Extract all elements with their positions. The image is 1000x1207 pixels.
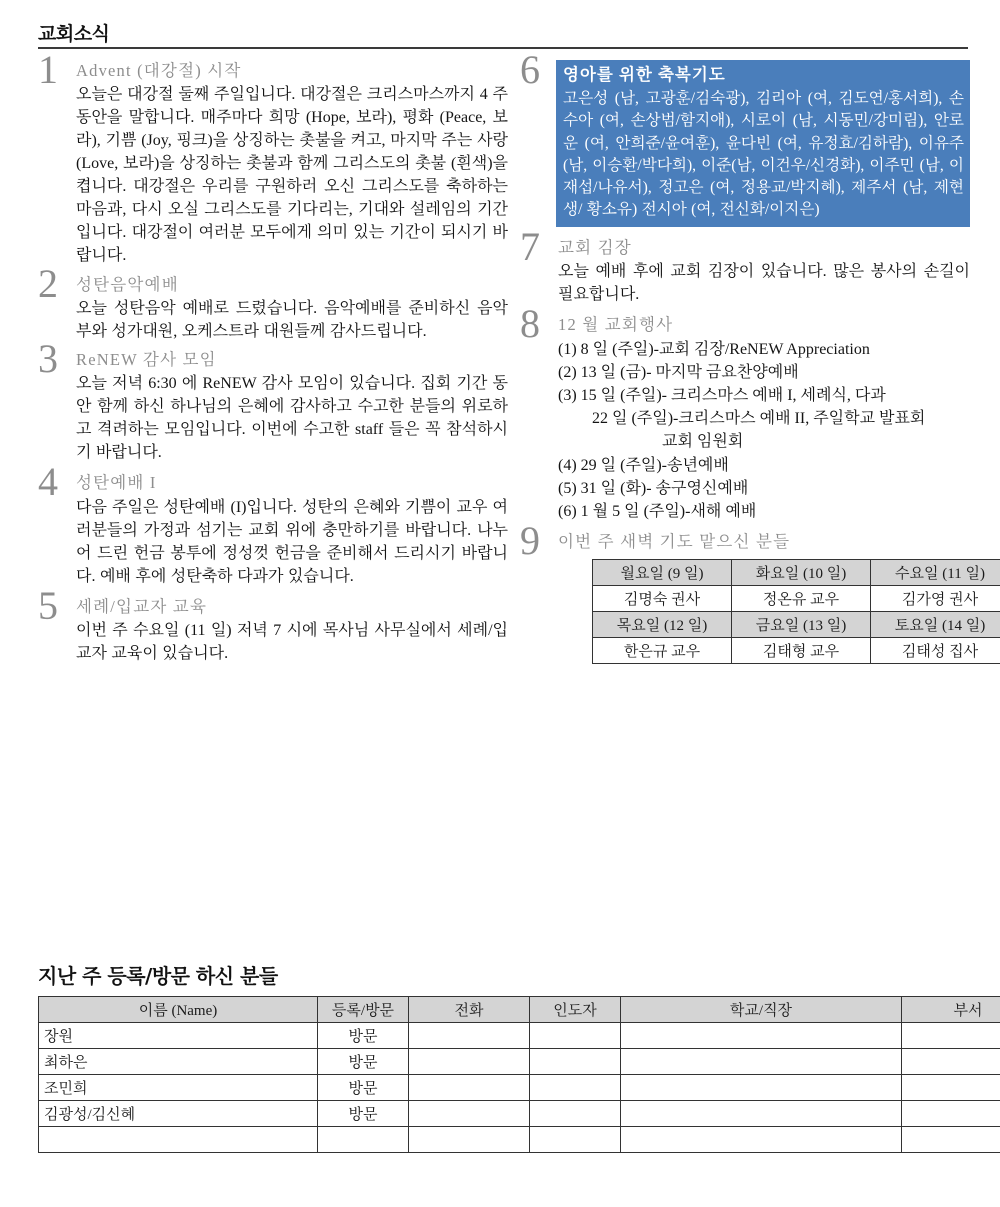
- prayer-day-header: 화요일 (10 일): [732, 560, 871, 586]
- item-title: 12 월 교회행사: [558, 315, 674, 335]
- item-number: 6: [520, 47, 540, 92]
- prayer-person-cell: 김가영 권사: [871, 586, 1000, 612]
- item-text: 고은성 (남, 고광훈/김숙광), 김리아 (여, 김도연/홍서희), 손수아 (여, 손상범/함지애), 시로이 (남, 시동민/강미림), 안로운 (여, 안희준/윤여훈), 윤다빈 (여, 유정효/김하람), 이유주 (남, 이승환/박다희), 이준(남, 이건우/신경화), 이주민 (남, 이재섭/나유서), 정고은 (여, 정용교/박지혜), 제주서 (남, 제현생/ 황소유) 전시아 (여, 전신화/이지은): [563, 90, 964, 218]
- december-event-line: 22 일 (주일)-크리스마스 예배 II, 주일학교 발표회: [592, 410, 926, 428]
- table-row: [593, 560, 1000, 586]
- visitor-school-cell: [621, 1127, 902, 1153]
- item-title: 이번 주 새벽 기도 맡으신 분들: [558, 532, 791, 552]
- december-event-line: (1) 8 일 (주일)-교회 김장/ReNEW Appreciation: [558, 340, 870, 358]
- baby-blessing-highlight-box: [556, 60, 970, 227]
- visitor-phone-cell: [409, 1127, 530, 1153]
- visitor-type-cell: 방문: [318, 1075, 409, 1101]
- december-event-line: (3) 15 일 (주일)- 크리스마스 예배 I, 세례식, 다과: [558, 387, 886, 405]
- visitor-dept-cell: [902, 1101, 1000, 1127]
- item-text: 오늘 저녁 6:30 에 ReNEW 감사 모임이 있습니다. 집회 기간 동안 함께 하신 하나님의 은혜에 감사하고 수고한 분들의 위로하고 격려하는 모임입니다. 이번에 수고한 staff 들은 꼭 참석하시기 바랍니다.: [76, 375, 508, 462]
- item-number: 9: [520, 518, 540, 564]
- prayer-person-cell: 정온유 교우: [732, 586, 871, 612]
- dawn-prayer-table: [592, 559, 1000, 664]
- announcement-item-8: [520, 301, 970, 523]
- visitor-name-cell: 최하은: [39, 1049, 318, 1075]
- december-event-line: (2) 13 일 (금)- 마지막 금요찬양예배: [558, 363, 799, 381]
- page-header: [38, 24, 968, 49]
- visitors-title: 지난 주 등록/방문 하신 분들: [38, 964, 278, 988]
- december-event-line: (5) 31 일 (화)- 송구영신예배: [558, 479, 749, 497]
- header-divider: [38, 47, 968, 49]
- visitor-dept-cell: [902, 1127, 1000, 1153]
- visitor-guide-cell: [530, 1023, 621, 1049]
- visitor-school-cell: [621, 1023, 902, 1049]
- visitors-column-header: 학교/직장: [621, 997, 902, 1023]
- prayer-day-header: 금요일 (13 일): [732, 612, 871, 638]
- item-title: 성탄예배 I: [76, 473, 157, 493]
- visitors-table: [38, 996, 1000, 1153]
- item-text: 오늘 성탄음악 예배로 드렸습니다. 음악예배를 준비하신 음악부와 성가대원, 오케스트라 대원들께 감사드립니다.: [76, 299, 508, 340]
- prayer-day-header: 수요일 (11 일): [871, 560, 1000, 586]
- announcement-item-1: [38, 47, 508, 268]
- prayer-day-header: 목요일 (12 일): [593, 612, 732, 638]
- prayer-day-header: 토요일 (14 일): [871, 612, 1000, 638]
- item-text: 오늘 예배 후에 교회 김장이 있습니다. 많은 봉사의 손길이 필요합니다.: [558, 263, 970, 304]
- item-text: 다음 주일은 성탄예배 (I)입니다. 성탄의 은혜와 기쁨이 교우 여러분들의 가정과 섬기는 교회 위에 충만하기를 바랍니다. 나누어 드린 헌금 봉투에 정성껏 헌금을 준비해서 드리시기 바랍니다. 예배 후에 성탄축하 다과가 있습니다.: [76, 498, 508, 585]
- visitors-column-header: 이름 (Name): [39, 997, 318, 1023]
- item-title: ReNEW 감사 모임: [76, 349, 217, 369]
- item-text: 이번 주 수요일 (11 일) 저녁 7 시에 목사님 사무실에서 세례/입교자 교육이 있습니다.: [76, 621, 508, 662]
- prayer-day-header: 월요일 (9 일): [593, 560, 732, 586]
- visitors-column-header: 등록/방문: [318, 997, 409, 1023]
- table-row: [593, 638, 1000, 664]
- visitor-name-cell: 조민희: [39, 1075, 318, 1101]
- visitor-name-cell: [39, 1127, 318, 1153]
- visitor-type-cell: 방문: [318, 1101, 409, 1127]
- prayer-person-cell: 김태성 집사: [871, 638, 1000, 664]
- left-column: [38, 47, 508, 668]
- visitors-column-header: 전화: [409, 997, 530, 1023]
- visitor-phone-cell: [409, 1101, 530, 1127]
- announcement-item-5: [38, 582, 508, 665]
- announcement-item-3: [38, 335, 508, 464]
- dawn-prayer-table-wrap: [592, 559, 986, 664]
- table-row: [39, 1101, 1000, 1127]
- item-title: 성탄음악예배: [76, 274, 179, 294]
- announcement-item-6: [520, 47, 970, 227]
- visitor-guide-cell: [530, 1075, 621, 1101]
- table-row: [39, 1127, 1000, 1153]
- december-events-list: [558, 338, 970, 524]
- item-number: 2: [38, 260, 58, 306]
- visitor-name-cell: 장원: [39, 1023, 318, 1049]
- visitors-column-header: 부서: [902, 997, 1000, 1023]
- table-row: [39, 1023, 1000, 1049]
- announcement-item-2: [38, 260, 508, 343]
- visitor-dept-cell: [902, 1075, 1000, 1101]
- visitor-type-cell: [318, 1127, 409, 1153]
- visitor-dept-cell: [902, 1023, 1000, 1049]
- item-number: 4: [38, 459, 58, 505]
- right-column: [520, 47, 986, 667]
- item-number: 5: [38, 582, 58, 628]
- item-title: Advent (대강절) 시작: [76, 61, 242, 80]
- item-title: 영아를 위한 축복기도: [563, 65, 726, 84]
- visitor-guide-cell: [530, 1101, 621, 1127]
- december-event-line: 교회 임원회: [662, 433, 744, 451]
- prayer-person-cell: 한은규 교우: [593, 638, 732, 664]
- item-number: 8: [520, 301, 540, 347]
- page-title: 교회소식: [38, 23, 110, 45]
- visitor-phone-cell: [409, 1023, 530, 1049]
- prayer-person-cell: 김태형 교우: [732, 638, 871, 664]
- visitor-type-cell: 방문: [318, 1023, 409, 1049]
- visitor-phone-cell: [409, 1049, 530, 1075]
- visitor-guide-cell: [530, 1127, 621, 1153]
- table-row: [39, 1049, 1000, 1075]
- visitor-school-cell: [621, 1101, 902, 1127]
- table-row: [593, 612, 1000, 638]
- item-number: 7: [520, 224, 540, 270]
- table-header-row: [39, 997, 1000, 1023]
- visitor-type-cell: 방문: [318, 1049, 409, 1075]
- item-title: 교회 김장: [558, 238, 632, 258]
- item-number: 3: [38, 335, 58, 381]
- visitors-column-header: 인도자: [530, 997, 621, 1023]
- announcement-item-9: [520, 518, 986, 664]
- visitor-name-cell: 김광성/김신혜: [39, 1101, 318, 1127]
- visitor-school-cell: [621, 1075, 902, 1101]
- visitors-section: [38, 960, 983, 1153]
- item-title: 세례/입교자 교육: [76, 596, 208, 616]
- announcement-item-7: [520, 224, 970, 306]
- visitor-dept-cell: [902, 1049, 1000, 1075]
- december-event-line: (6) 1 월 5 일 (주일)-새해 예배: [558, 503, 757, 521]
- visitor-school-cell: [621, 1049, 902, 1075]
- visitor-phone-cell: [409, 1075, 530, 1101]
- visitor-guide-cell: [530, 1049, 621, 1075]
- december-event-line: (4) 29 일 (주일)-송년예배: [558, 456, 729, 474]
- table-row: [593, 586, 1000, 612]
- announcement-item-4: [38, 459, 508, 587]
- item-text: 오늘은 대강절 둘째 주일입니다. 대강절은 크리스마스까지 4 주동안을 말합니다. 매주마다 희망 (Hope, 보라), 평화 (Peace, 보라), 기쁨 (Joy, 핑크)을 상징하는 촛불을 켜고, 마지막 주는 사랑 (Love, 보라)을 상징하는 촛불과 함께 그리스도의 촛불 (흰색)을 켭니다. 대강절은 우리를 구원하러 오신 그리스도를 축하하는 마음과, 다시 오실 그리스도를 기다리는, 기대와 설레임의 기간입니다. 대강절이 여러분 모두에게 의미 있는 기간이 되시기 바랍니다.: [76, 86, 508, 265]
- item-number: 1: [38, 47, 58, 92]
- prayer-person-cell: 김명숙 권사: [593, 586, 732, 612]
- table-row: [39, 1075, 1000, 1101]
